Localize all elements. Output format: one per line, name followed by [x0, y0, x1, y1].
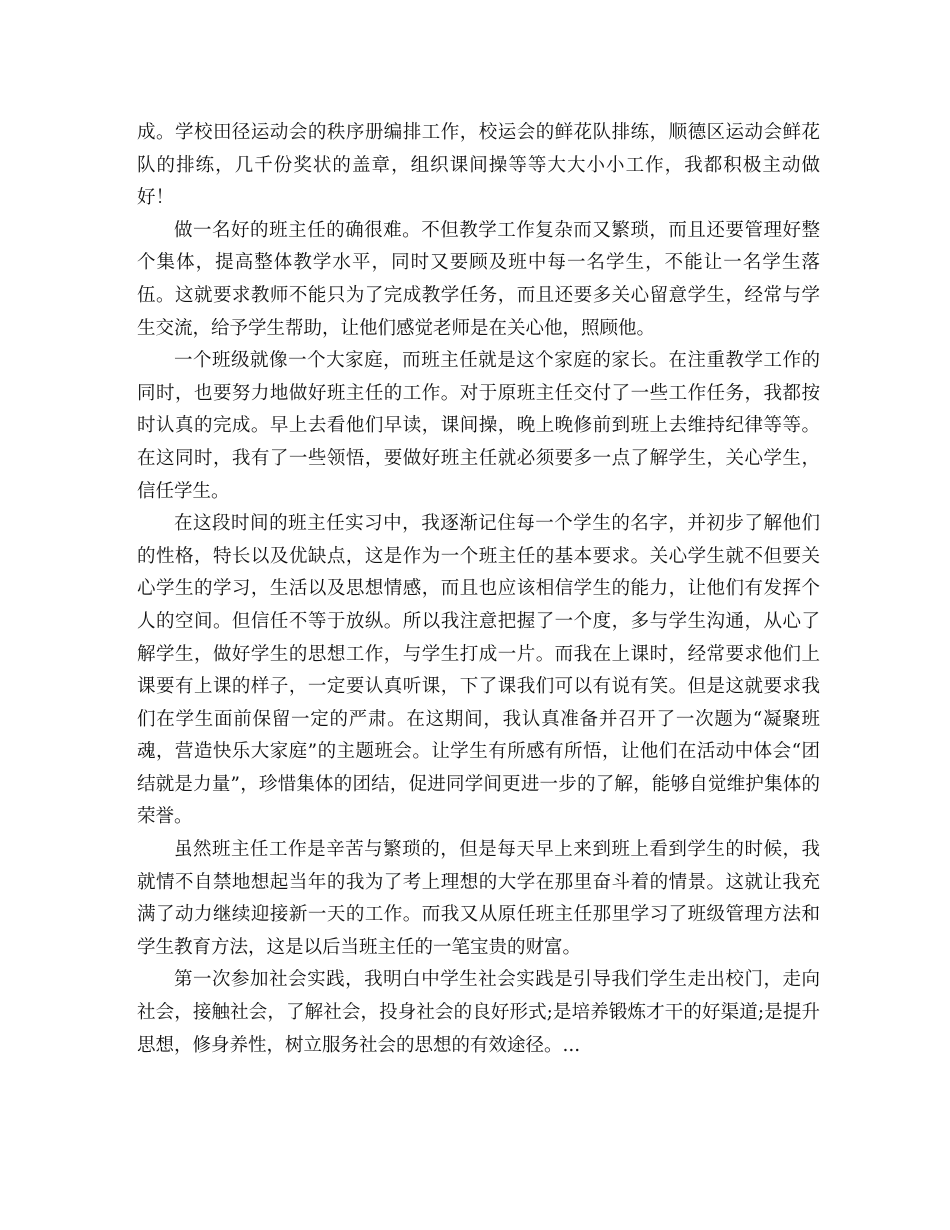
document-page	[137, 117, 820, 1062]
paragraph-social-practice: 第一次参加社会实践，我明白中学生社会实践是引导我们学生走出校门，走向社会，接触社会，了解社会，投身社会的良好形式;是培养锻炼才干的好渠道;是提升思想，修身养性，树立服务社会的思想的有效途径。...	[137, 969, 820, 1056]
paragraph-class-teacher-difficulty: 做一名好的班主任的确很难。不但教学工作复杂而又繁琐，而且还要管理好整个集体，提高整体教学水平，同时又要顾及班中每一名学生，不能让一名学生落伍。这就要求教师不能只为了完成教学任务，而且还要多关心留意学生，经常与学生交流，给予学生帮助，让他们感觉老师是在关心他，照顾他。	[137, 219, 820, 339]
paragraph-continuation: 成。学校田径运动会的秩序册编排工作，校运会的鲜花队排练，顺德区运动会鲜花队的排练，几千份奖状的盖章，组织课间操等等大大小小工作，我都积极主动做好！	[137, 122, 820, 209]
paragraph-internship-experience: 在这段时间的班主任实习中，我逐渐记住每一个学生的名字，并初步了解他们的性格，特长以及优缺点，这是作为一个班主任的基本要求。关心学生就不但要关心学生的学习，生活以及思想情感，而且也应该相信学生的能力，让他们有发挥个人的空间。但信任不等于放纵。所以我注意把握了一个度，多与学生沟通，从心了解学生，做好学生的思想工作，与学生打成一片。而我在上课时，经常要求他们上课要有上课的样子，一定要认真听课，下了课我们可以有说有笑。但是这就要求我们在学生面前保留一定的严肃。在这期间，我认真准备并召开了一次题为“凝聚班魂，营造快乐大家庭”的主题班会。让学生有所感有所悟，让他们在活动中体会“团结就是力量”，珍惜集体的团结，促进同学间更进一步的了解，能够自觉维护集体的荣誉。	[137, 513, 820, 828]
paragraph-motivation: 虽然班主任工作是辛苦与繁琐的，但是每天早上来到班上看到学生的时候，我就情不自禁地想起当年的我为了考上理想的大学在那里奋斗着的情景。这就让我充满了动力继续迎接新一天的工作。而我又从原任班主任那里学习了班级管理方法和学生教育方法，这是以后当班主任的一笔宝贵的财富。	[137, 839, 820, 958]
paragraph-class-as-family: 一个班级就像一个大家庭，而班主任就是这个家庭的家长。在注重教学工作的同时，也要努力地做好班主任的工作。对于原班主任交付了一些工作任务，我都按时认真的完成。早上去看他们早读，课间操，晚上晚修前到班上去维持纪律等等。在这同时，我有了一些领悟，要做好班主任就必须要多一点了解学生，关心学生，信任学生。	[137, 350, 820, 502]
